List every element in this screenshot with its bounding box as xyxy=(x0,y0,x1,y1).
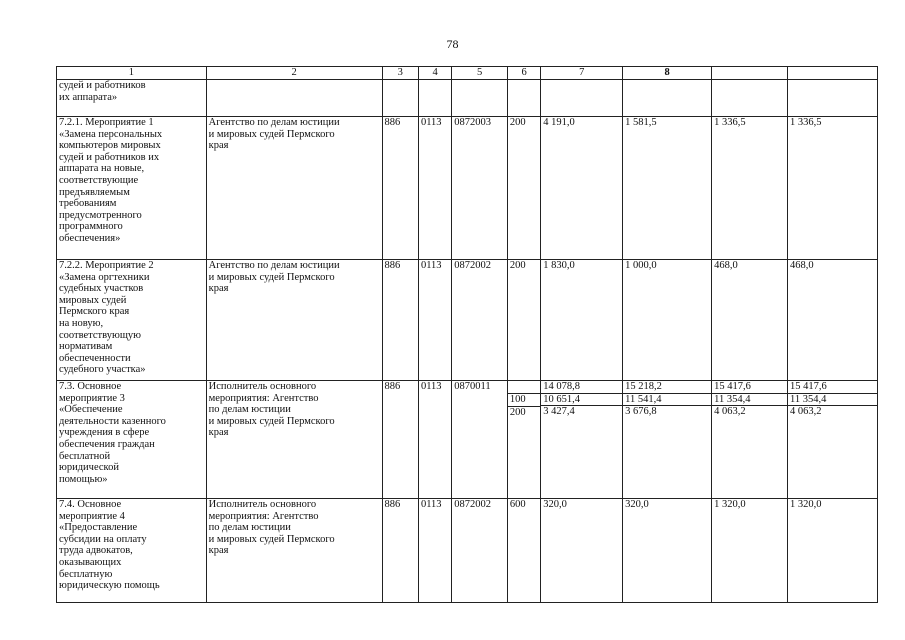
expense-type-cell: 200 xyxy=(507,117,540,260)
column-header: 5 xyxy=(452,67,508,80)
value-sub: 4 063,2 xyxy=(788,405,878,418)
grbs-cell: 886 xyxy=(382,260,418,381)
section-cell: 0113 xyxy=(418,117,451,260)
column-header: 7 xyxy=(541,67,623,80)
section-cell: 0113 xyxy=(418,499,451,603)
executor-cell: Агентство по делам юстиции и мировых судей Пермского края xyxy=(206,260,382,381)
value-sub: 3 676,8 xyxy=(623,405,712,418)
value-sub: 11 354,4 xyxy=(712,393,788,406)
column-header: 1 xyxy=(57,67,207,80)
event-name-cell: 7.2.1. Мероприятие 1 «Замена персональных компьютеров мировых судей и работников их аппарата на новые, соответствующие предъявляемым требованиям предусмотренного программного обеспечения» xyxy=(57,117,207,260)
value-total: 15 417,6 xyxy=(714,381,751,392)
value-cell: 468,0 xyxy=(712,260,788,381)
value-cell xyxy=(787,80,877,117)
value-total: 14 078,8 xyxy=(543,381,581,392)
target-article-cell: 0872003 xyxy=(452,117,508,260)
target-article-cell: 0872002 xyxy=(452,499,508,603)
value-cell: 1 320,0 xyxy=(787,499,877,603)
value-sub: 10 651,4 xyxy=(541,393,623,406)
executor-cell: Исполнитель основного мероприятия: Агентство по делам юстиции и мировых судей Пермского края xyxy=(206,381,382,499)
event-name-cell: 7.2.2. Мероприятие 2 «Замена оргтехники судебных участков мировых судей Пермского края на новую, соответствующую нормативам обеспеченности судебного участка» xyxy=(57,260,207,381)
column-header: 6 xyxy=(507,67,540,80)
column-header xyxy=(712,67,788,80)
value-cell: 1 830,0 xyxy=(541,260,623,381)
column-number-row xyxy=(57,67,878,80)
section-cell xyxy=(418,80,451,117)
grbs-cell: 886 xyxy=(382,117,418,260)
executor-cell xyxy=(206,80,382,117)
target-article-cell: 0872002 xyxy=(452,260,508,381)
value-cell: 1 000,0 xyxy=(623,260,712,381)
value-cell xyxy=(541,381,623,499)
value-cell: 320,0 xyxy=(541,499,623,603)
value-total: 15 218,2 xyxy=(625,381,662,392)
section-cell: 0113 xyxy=(418,260,451,381)
value-cell xyxy=(712,381,788,499)
value-total: 15 417,6 xyxy=(789,381,827,392)
value-cell: 1 336,5 xyxy=(712,117,788,260)
table-row-7-3 xyxy=(57,381,878,499)
expense-type-cell xyxy=(507,80,540,117)
section-cell: 0113 xyxy=(418,381,451,499)
value-cell: 320,0 xyxy=(623,499,712,603)
grbs-cell: 886 xyxy=(382,381,418,499)
executor-cell: Агентство по делам юстиции и мировых судей Пермского края xyxy=(206,117,382,260)
page-number: 78 xyxy=(446,37,459,51)
value-cell xyxy=(623,381,712,499)
target-article-cell: 0870011 xyxy=(452,381,508,499)
value-cell xyxy=(623,80,712,117)
column-header: 4 xyxy=(418,67,451,80)
value-cell: 468,0 xyxy=(787,260,877,381)
event-name-cell: 7.3. Основное мероприятие 3 «Обеспечение деятельности казенного учреждения в сфере обеспечения граждан бесплатной юридической помощью» xyxy=(57,381,207,499)
budget-table xyxy=(56,66,878,603)
expense-type-cell: 600 xyxy=(507,499,540,603)
grbs-cell: 886 xyxy=(382,499,418,603)
value-sub: 11 541,4 xyxy=(623,393,712,406)
value-sub: 4 063,2 xyxy=(712,405,788,418)
event-name-cell: судей и работников их аппарата» xyxy=(57,80,207,117)
value-sub: 3 427,4 xyxy=(541,405,623,418)
event-name-cell: 7.4. Основное мероприятие 4 «Предоставление субсидии на оплату труда адвокатов, оказывающих бесплатную юридическую помощь xyxy=(57,499,207,603)
value-cell: 1 336,5 xyxy=(787,117,877,260)
expense-type-sub: 100 xyxy=(508,393,541,406)
value-cell: 1 581,5 xyxy=(623,117,712,260)
column-header: 3 xyxy=(382,67,418,80)
expense-type-cell: 200 xyxy=(507,260,540,381)
value-cell xyxy=(712,80,788,117)
column-header xyxy=(787,67,877,80)
value-cell xyxy=(541,80,623,117)
table-row-7-4 xyxy=(57,499,878,603)
value-cell: 1 320,0 xyxy=(712,499,788,603)
expense-type-cell xyxy=(507,381,540,499)
value-cell xyxy=(787,381,877,499)
table-row-7-2-2 xyxy=(57,260,878,381)
expense-type-sub: 200 xyxy=(508,406,541,419)
target-article-cell xyxy=(452,80,508,117)
column-header: 2 xyxy=(206,67,382,80)
grbs-cell xyxy=(382,80,418,117)
column-header: 8 xyxy=(623,67,712,80)
value-sub: 11 354,4 xyxy=(788,393,878,406)
table-row-7-2-1 xyxy=(57,117,878,260)
executor-cell: Исполнитель основного мероприятия: Агентство по делам юстиции и мировых судей Пермского края xyxy=(206,499,382,603)
table-row-continuation xyxy=(57,80,878,117)
value-cell: 4 191,0 xyxy=(541,117,623,260)
expense-type-total-blank xyxy=(508,381,541,393)
